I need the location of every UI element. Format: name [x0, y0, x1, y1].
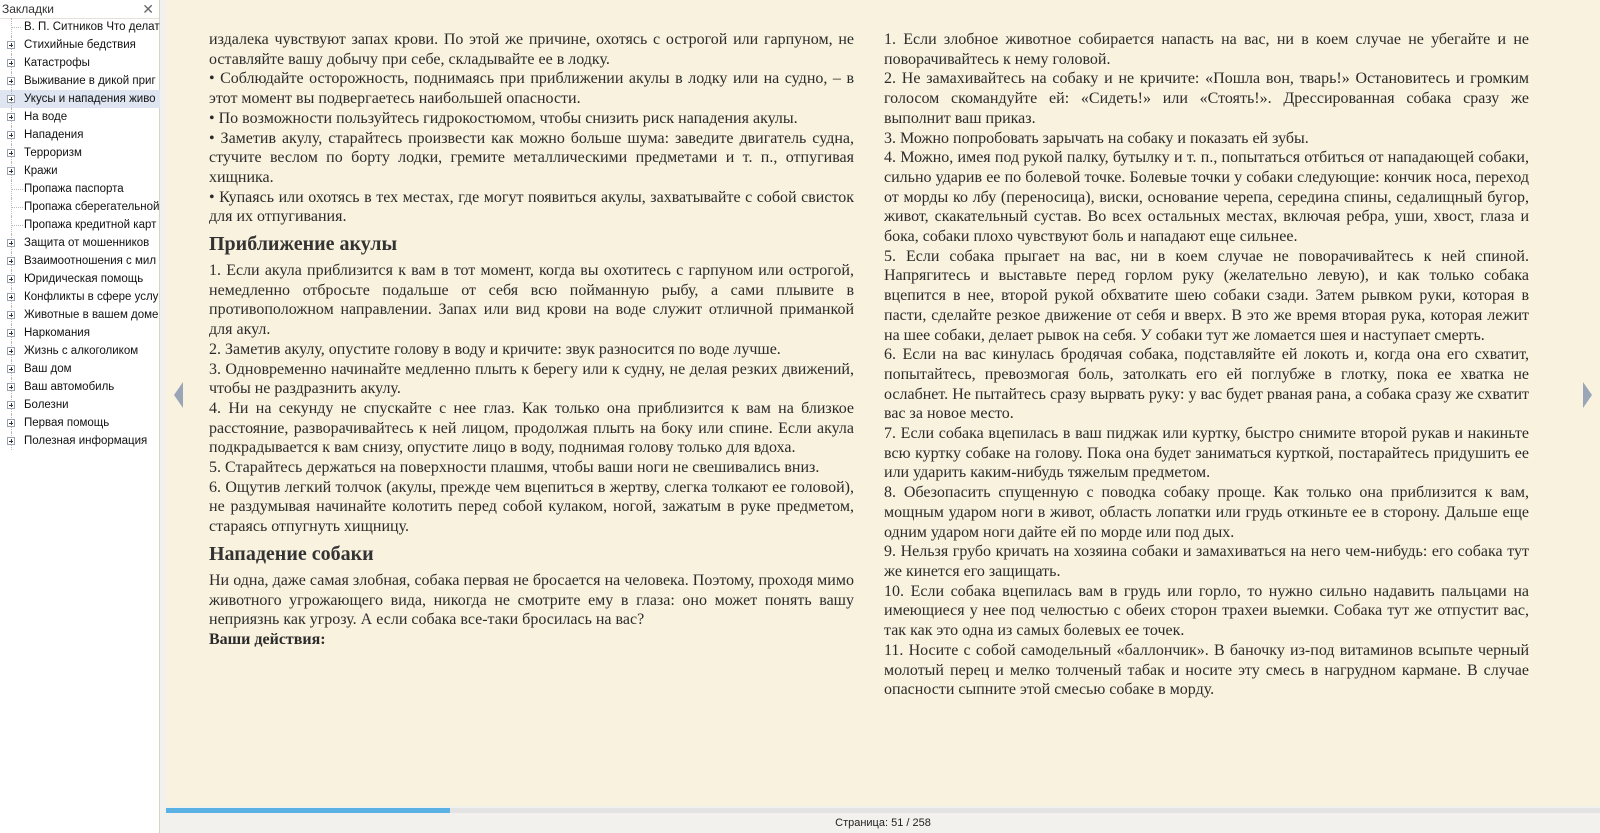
expand-icon[interactable] — [7, 167, 15, 175]
paragraph: • Заметив акулу, старайтесь произвести как можно больше шума: заведите двигатель судна, стучите веслом по борту лодки, гремите металлическими предметами и т. п., отпугивая хищника. — [209, 129, 854, 186]
bookmark-label: Конфликты в сфере услу — [24, 291, 159, 303]
bookmarks-panel — [0, 0, 160, 833]
paragraph: • Соблюдайте осторожность, поднимаясь при приближении акулы в лодку или на судно, – в этот момент вы подвергаетесь наибольшей опасности. — [209, 70, 854, 108]
bookmarks-header — [0, 0, 159, 19]
bookmark-label: Катастрофы — [24, 57, 90, 69]
bookmark-label: Болезни — [24, 399, 69, 411]
expand-icon[interactable] — [7, 131, 15, 139]
bookmark-item[interactable] — [0, 360, 160, 378]
bookmark-label: Юридическая помощь — [24, 273, 144, 285]
bookmark-label: Взаимоотношения с мил — [24, 255, 157, 267]
bookmark-label: Жизнь с алкоголиком — [24, 345, 139, 357]
bookmark-item[interactable] — [0, 90, 160, 108]
expand-icon[interactable] — [7, 365, 15, 373]
bookmark-label: Пропажа кредитной карт — [24, 219, 157, 231]
paragraph: • Купаясь или охотясь в тех местах, где могут появиться акулы, захватывайте с собой свисток для их отпугивания. — [209, 188, 854, 226]
bookmark-item[interactable] — [0, 144, 160, 162]
paragraph: 11. Носите с собой самодельный «баллончик». В баночку из-под витаминов всыпьте черный молотый перец и мелко толченый табак и носите эту смесь в нагрудном кармане. В случае опасности сыпните этой смесью собаке в морду. — [884, 641, 1529, 699]
bookmark-item[interactable] — [0, 270, 160, 288]
page-indicator: Страница: 51 / 258 — [835, 817, 931, 829]
bookmark-label: Ваш автомобиль — [24, 381, 115, 393]
paragraph: 3. Можно попробовать зарычать на собаку и показать ей зубы. — [884, 129, 1309, 147]
expand-icon[interactable] — [7, 275, 15, 283]
paragraph: 1. Если злобное животное собирается напасть на вас, ни в коем случае не убегайте и не поворачивайтесь к нему головой. — [884, 31, 1529, 68]
bookmarks-title: Закладки — [2, 2, 54, 16]
bookmark-item[interactable] — [0, 126, 160, 144]
bookmark-label: Животные в вашем доме — [24, 309, 159, 321]
paragraph: 1. Если акула приблизится к вам в тот момент, когда вы охотитесь с гарпуном или острогой, немедленно отбросьте подальше от себя всю пойманную рыбу, а сами плывите в противоположном направлении. Запах или вид крови на воде служит отличной приманкой для акул. — [209, 262, 854, 339]
paragraph: 2. Не замахивайтесь на собаку и не кричите: «Пошла вон, тварь!» Остановитесь и громким голосом скомандуйте ей: «Сидеть!» или «Стоять!». Дрессированная собака сразу же выполнит ваш приказ. — [884, 70, 1529, 127]
paragraph: издалека чувствуют запах крови. По этой же причине, охотясь с острогой или гарпуном, не оставляйте вашу добычу при себе, складывайте ее в лодку. — [209, 31, 854, 68]
status-bar — [166, 813, 1600, 833]
bookmark-item[interactable] — [0, 252, 160, 270]
bookmark-label: Защита от мошенников — [24, 237, 150, 249]
paragraph: 3. Одновременно начинайте медленно плыть к берегу или к судну, не делая резких движений, чтобы не раздразнить акулу. — [209, 360, 854, 398]
paragraph: 4. Ни на секунду не спускайте с нее глаз. Как только она приблизится к вам на близкое расстояние, разворачивайтесь к ней лицом, продолжая плыть на боку или спине. Если акула подкрадывается к вам снизу, опустите лицо в воду, поднимая голову только для вдоха. — [209, 399, 854, 457]
bookmark-label: Полезная информация — [24, 435, 148, 447]
bookmark-label: Укусы и нападения живо — [24, 93, 156, 105]
bookmark-item[interactable] — [0, 162, 160, 180]
bookmark-item[interactable] — [0, 288, 160, 306]
paragraph: 5. Старайтесь держаться на поверхности плашмя, чтобы ваши ноги не свешивались вниз. — [209, 459, 820, 477]
bookmark-label: Стихийные бедствия — [24, 39, 136, 51]
section-heading: Нападение собаки — [209, 542, 374, 565]
section-heading: Приближение акулы — [209, 233, 398, 256]
expand-icon[interactable] — [7, 437, 15, 445]
expand-icon[interactable] — [7, 347, 15, 355]
expand-icon[interactable] — [7, 239, 15, 247]
subheading: Ваши действия: — [209, 630, 326, 648]
chevron-right-icon[interactable] — [1583, 382, 1592, 408]
bookmark-label: Терроризм — [24, 147, 82, 159]
page-column-left — [209, 30, 854, 650]
paragraph: 2. Заметив акулу, опустите голову в воду и кричите: звук разносится по воде лучше. — [209, 340, 781, 358]
bookmark-item[interactable] — [0, 198, 160, 216]
expand-icon[interactable] — [7, 59, 15, 67]
bookmark-item[interactable] — [0, 324, 160, 342]
bookmark-label: Пропажа паспорта — [24, 183, 124, 195]
bookmark-item[interactable] — [0, 378, 160, 396]
expand-icon[interactable] — [7, 383, 15, 391]
bookmark-item[interactable] — [0, 414, 160, 432]
tree-connector — [12, 207, 23, 209]
expand-icon[interactable] — [7, 257, 15, 265]
paragraph: 5. Если собака прыгает на вас, ни в коем случае не поворачивайтесь к ней спиной. Напрягитесь и выставьте перед горлом руку (желательно левую), и как только собака вцепится в нее, второй рукой обхватите шею собаки сзади. Затем рывком руки, которая в пасти, сделайте резкое движение от себя и вверх. В это же время вторая рука, которая лежит на шее собаки, делает рывок на себя. У собаки тут же ломается шея и наступает смерть. — [884, 247, 1529, 344]
expand-icon[interactable] — [7, 311, 15, 319]
expand-icon[interactable] — [7, 419, 15, 427]
paragraph: 10. Если собака вцепилась вам в грудь или горло, то нужно сильно надавить пальцами на имеющиеся у нее под челюстью с обеих сторон трахеи выемки. Собака тут же отпустит вас, так как это одна из самых болевых ее точек. — [884, 582, 1529, 640]
expand-icon[interactable] — [7, 95, 15, 103]
expand-icon[interactable] — [7, 77, 15, 85]
bookmark-item[interactable] — [0, 306, 160, 324]
bookmark-label: Нападения — [24, 129, 84, 141]
paragraph: 4. Можно, имея под рукой палку, бутылку и т. п., попытаться отбиться от нападающей собаки, сильно ударив ее по болевой точке. Болевые точки у собаки следующие: кончик носа, переход от морды ко лбу (переносица), виски, основание черепа, середина спины, седалищный бугор, живот, скакательный сустав. Во всех остальных местах, включая ребра, уши, хвост, глаза и бока, собаки плохо чувствуют боль и нападают еще сильнее. — [884, 149, 1529, 246]
expand-icon[interactable] — [7, 41, 15, 49]
expand-icon[interactable] — [7, 113, 15, 121]
tree-connector — [12, 225, 23, 227]
tree-connector — [12, 27, 21, 29]
bookmark-label: Наркомания — [24, 327, 90, 339]
paragraph: Ни одна, даже самая злобная, собака первая не бросается на человека. Поэтому, проходя мимо животного угрожающего вида, никогда не смотрите ему в глаза: оно может понять вашу неприязнь как угрозу. А если собака все-таки бросилась на вас? — [209, 571, 854, 629]
expand-icon[interactable] — [7, 401, 15, 409]
bookmark-item[interactable] — [0, 396, 160, 414]
bookmark-item[interactable] — [0, 36, 160, 54]
bookmark-item[interactable] — [0, 72, 160, 90]
book-page — [166, 0, 1600, 806]
bookmark-label: Первая помощь — [24, 417, 110, 429]
paragraph: 7. Если собака вцепилась в ваш пиджак или куртку, быстро снимите второй рукав и накиньте всю куртку собаке на голову. Пока она будет заниматься курткой, постарайтесь придушить ее или ударить каким-нибудь тяжелым предметом. — [884, 425, 1529, 482]
bookmark-item[interactable] — [0, 18, 160, 36]
bookmark-label: В. П. Ситников Что делат — [24, 21, 160, 33]
bookmark-item[interactable] — [0, 54, 160, 72]
bookmark-label: Кражи — [24, 165, 58, 177]
paragraph: • По возможности пользуйтесь гидрокостюмом, чтобы снизить риск нападения акулы. — [209, 109, 798, 127]
bookmark-label: На воде — [24, 111, 68, 123]
paragraph: 9. Нельзя грубо кричать на хозяина собаки и замахиваться на него чем-нибудь: его собака тут же кинется его защищать. — [884, 543, 1529, 580]
paragraph: 6. Если на вас кинулась бродячая собака, подставляйте ей локоть и, когда она его схватит, попытайтесь, превозмогая боль, затолкать его ей поглубже в глотку, пока ее хватка не ослабнет. Не пытайтесь сразу вырвать руку: у вас будет рваная рана, а собака сразу же схватит вас за новое место. — [884, 346, 1529, 423]
expand-icon[interactable] — [7, 329, 15, 337]
bookmark-item[interactable] — [0, 342, 160, 360]
bookmark-item[interactable] — [0, 216, 160, 234]
close-icon[interactable]: ✕ — [142, 1, 154, 17]
bookmark-item[interactable] — [0, 108, 160, 126]
bookmark-label: Выживание в дикой приг — [24, 75, 156, 87]
bookmarks-tree — [0, 18, 160, 450]
expand-icon[interactable] — [7, 149, 15, 157]
bookmark-label: Пропажа сберегательной — [24, 201, 160, 213]
tree-connector — [12, 189, 23, 191]
bookmark-item[interactable] — [0, 234, 160, 252]
page-column-right — [884, 30, 1529, 700]
paragraph: 6. Ощутив легкий толчок (акулы, прежде чем вцепиться в жертву, слегка толкают ее головой), не раздумывая начинайте колотить перед собой кулаком, ногой, зажатым в руке предметом, стараясь отпугнуть хищницу. — [209, 478, 854, 536]
paragraph: 8. Обезопасить спущенную с поводка собаку проще. Как только она приблизится к вам, мощным ударом ноги в живот, область лопатки или грудь откиньте ее в сторону. Дальше еще одним ударом ноги дайте ей по морде или под дых. — [884, 484, 1529, 541]
chevron-left-icon[interactable] — [174, 382, 183, 408]
bookmark-item[interactable] — [0, 180, 160, 198]
bookmark-label: Ваш дом — [24, 363, 72, 375]
expand-icon[interactable] — [7, 293, 15, 301]
bookmark-item[interactable] — [0, 432, 160, 450]
